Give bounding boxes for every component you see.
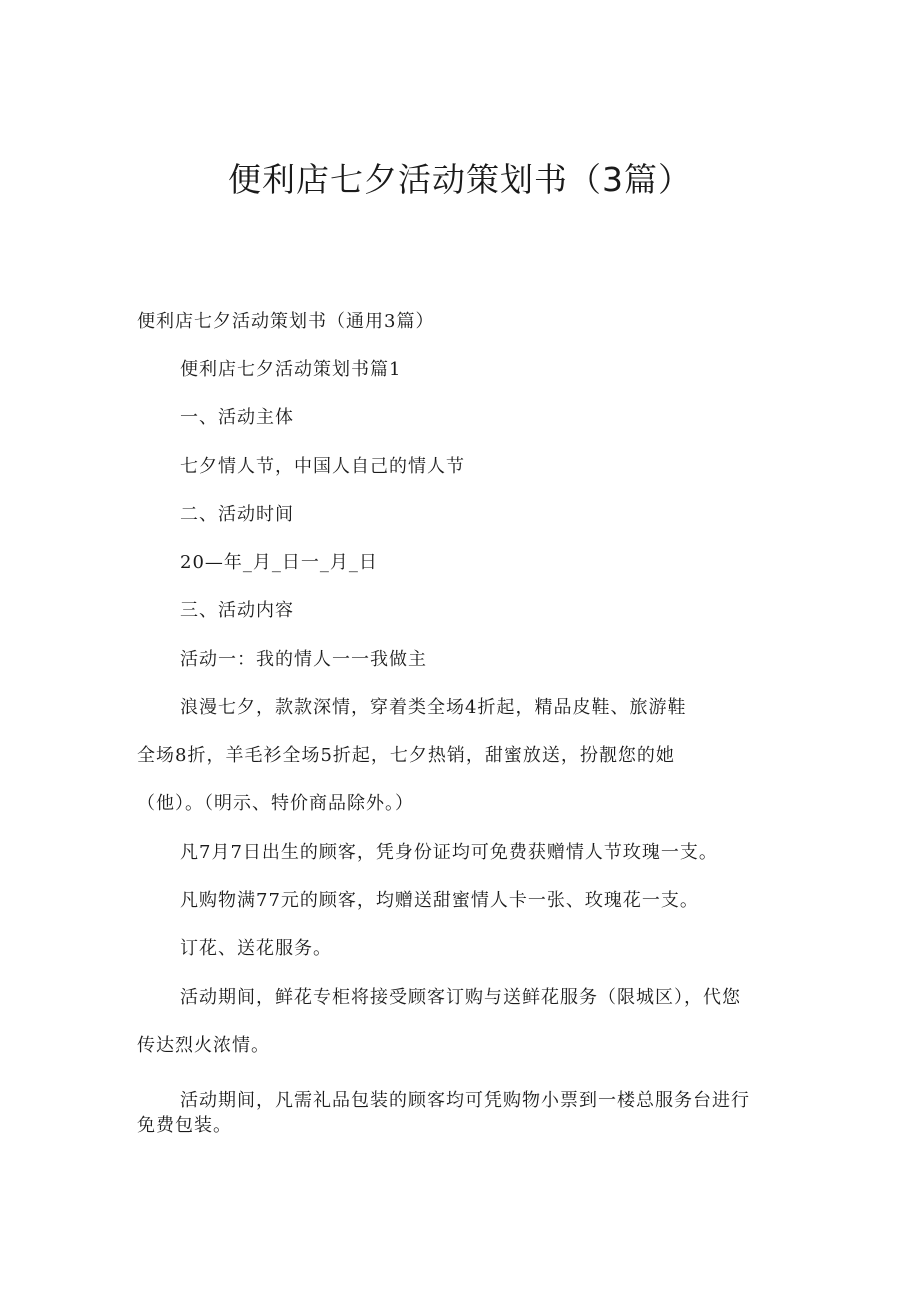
flower-detail-line-1: 活动期间，鲜花专柜将接受顾客订购与送鲜花服务（限城区），代您 bbox=[180, 987, 741, 1008]
birthday-offer: 凡7月7日出生的顾客，凭身份证均可免费获赠情人节玫瑰一支。 bbox=[180, 842, 718, 863]
heading-activity-subject: 一、活动主体 bbox=[180, 407, 294, 428]
activity-time-value: 20—年_月_日一_月_日 bbox=[180, 552, 378, 573]
promo-paragraph-line-2: 全场8折，羊毛衫全场5折起，七夕热销，甜蜜放送，扮靓您的她 bbox=[137, 745, 675, 766]
heading-activity-content: 三、活动内容 bbox=[180, 600, 294, 621]
flower-detail-line-2: 传达烈火浓情。 bbox=[137, 1035, 270, 1056]
gift-wrap-line-2: 免费包装。 bbox=[137, 1115, 232, 1136]
section-title: 便利店七夕活动策划书篇1 bbox=[180, 359, 402, 380]
purchase-offer: 凡购物满77元的顾客，均赠送甜蜜情人卡一张、玫瑰花一支。 bbox=[180, 890, 699, 911]
promo-paragraph-line-1: 浪漫七夕，款款深情，穿着类全场4折起，精品皮鞋、旅游鞋 bbox=[180, 697, 687, 718]
activity-one-title: 活动一：我的情人一一我做主 bbox=[180, 649, 427, 670]
activity-theme: 七夕情人节，中国人自己的情人节 bbox=[180, 456, 465, 477]
promo-paragraph-line-3: （他）。（明示、特价商品除外。） bbox=[137, 793, 414, 814]
flower-service-heading: 订花、送花服务。 bbox=[180, 938, 332, 959]
document-title: 便利店七夕活动策划书（3篇） bbox=[228, 160, 692, 199]
document-subtitle: 便利店七夕活动策划书（通用3篇） bbox=[137, 311, 435, 332]
heading-activity-time: 二、活动时间 bbox=[180, 504, 294, 525]
gift-wrap-line-1: 活动期间，凡需礼品包装的顾客均可凭购物小票到一楼总服务台进行 bbox=[180, 1090, 750, 1111]
